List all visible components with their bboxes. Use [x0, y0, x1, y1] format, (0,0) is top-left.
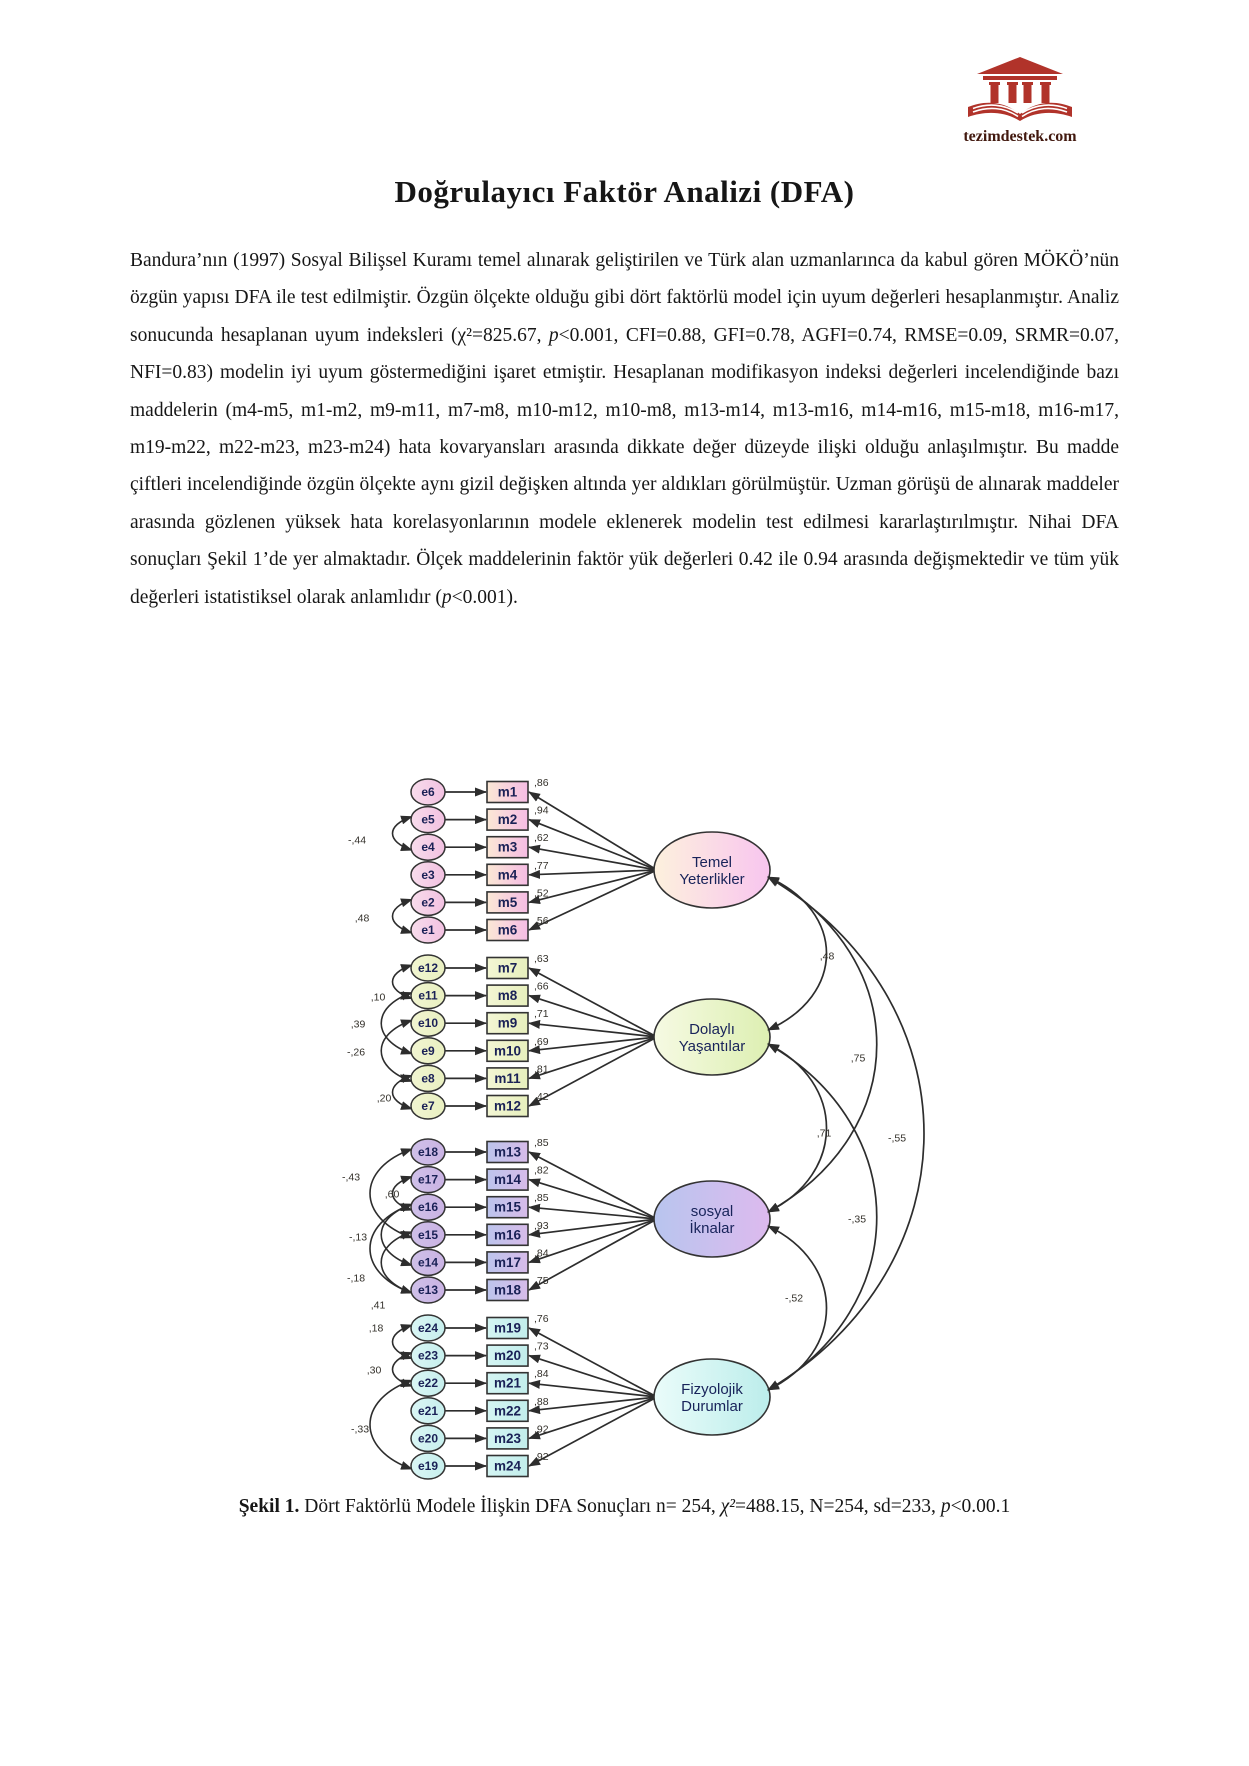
covariance-label-e11-e9: ,39: [350, 1018, 366, 1031]
loading-label-m7: ,63: [534, 953, 549, 965]
covariance-arc-e15-e13: [381, 1232, 412, 1293]
item-label-m9: m9: [497, 1015, 518, 1031]
factor-label-fizyolojik-durumlar: Fizyolojik Durumlar: [681, 1381, 743, 1415]
figure-caption: [0, 1496, 1249, 1518]
error-label-e12: e12: [417, 961, 439, 975]
item-label-m8: m8: [497, 988, 518, 1004]
error-label-e18: e18: [417, 1145, 439, 1159]
loading-label-m5: ,52: [534, 887, 549, 900]
logo-text: tezimdestek.com: [963, 128, 1077, 145]
correlation-label-temel-yeterlikler-sosyal-iknalar: ,75: [850, 1052, 866, 1065]
item-label-m23: m23: [493, 1430, 522, 1446]
error-label-e1: e1: [421, 923, 435, 937]
covariance-label-e15-e13: -,18: [346, 1272, 366, 1285]
error-label-e20: e20: [417, 1431, 439, 1446]
error-label-e11: e11: [418, 988, 438, 1003]
error-label-e2: e2: [421, 895, 435, 910]
correlation-arc-sosyal-iknalar-fizyolojik-durumlar: [768, 1226, 827, 1390]
item-label-m21: m21: [493, 1375, 522, 1391]
covariance-label-e24-e23: ,18: [368, 1322, 384, 1335]
loading-label-m16: ,93: [534, 1219, 549, 1232]
caption-chi-square: χ²: [720, 1496, 736, 1517]
loading-label-m14: ,82: [534, 1164, 549, 1177]
error-label-e8: e8: [421, 1071, 435, 1086]
loading-label-m10: ,69: [534, 1035, 549, 1048]
caption-segment: Dört Faktörlü Modele İlişkin DFA Sonuçları n= 254,: [299, 1496, 721, 1517]
paragraph-segment: <0.001, CFI=0.88, GFI=0.78, AGFI=0.74, RMSE=0.09, SRMR=0.07, NFI=0.83) modelin iyi uyum göstermediğini işaret etmiştir. Hesaplanan modifikasyon indeksi değerleri incelendiğinde bazı maddelerin (m4-m5, m1-m2, m9-m11, m7-m8, m10-m12, m10-m8, m13-m14, m13-m16, m14-m16, m15-m18, m16-m17, m19-m22, m22-m23, m23-m24) hata kovaryansları arasında dikkate değer düzeyde ilişki olduğu anlaşılmıştır. Bu madde çiftleri incelendiğinde özgün ölçekte aynı gizil değişken altında yer aldıkları görülmüştür. Uzman görüşü de alınarak maddeler arasında gözlenen yüksek hata korelasyonlarının modele eklenerek modelin test edilmesi kararlaştırılmıştır. Nihai DFA sonuçları Şekil 1’de yer almaktadır. Ölçek maddelerinin faktör yük değerleri 0.42 ile 0.94 arasında değişmektedir ve tüm yük değerleri istatistiksel olarak anlamlıdır (: [130, 324, 1119, 608]
page-title: Doğrulayıcı Faktör Analizi (DFA): [394, 174, 855, 209]
paragraph-segment: <0.001).: [451, 586, 518, 608]
loading-label-m21: ,84: [534, 1368, 549, 1381]
error-label-e23: e23: [417, 1348, 439, 1363]
covariance-label-e8-e7: ,20: [376, 1092, 392, 1105]
error-label-e7: e7: [421, 1099, 435, 1113]
covariance-label-e17-e16: ,60: [384, 1188, 400, 1201]
loading-label-m22: ,88: [534, 1395, 549, 1408]
error-label-e5: e5: [421, 812, 435, 827]
correlation-label-temel-yeterlikler-dolayli-yasantilar: ,48: [819, 950, 835, 963]
item-label-m14: m14: [493, 1172, 522, 1188]
loading-label-m6: ,56: [534, 915, 549, 927]
error-label-e24: e24: [417, 1321, 439, 1335]
error-label-e17: e17: [417, 1172, 439, 1187]
correlation-label-sosyal-iknalar-fizyolojik-durumlar: -,52: [784, 1292, 804, 1305]
loading-label-m3: ,62: [534, 832, 549, 845]
caption-segment: =488.15, N=254, sd=233,: [735, 1496, 941, 1517]
item-label-m12: m12: [493, 1098, 522, 1114]
error-label-e19: e19: [417, 1459, 439, 1473]
correlation-arc-temel-yeterlikler-dolayli-yasantilar: [768, 877, 827, 1030]
item-label-m2: m2: [497, 812, 518, 828]
correlation-label-dolayli-yasantilar-sosyal-iknalar: ,71: [816, 1127, 832, 1140]
error-label-e4: e4: [421, 840, 435, 855]
item-label-m1: m1: [497, 784, 518, 800]
error-label-e21: e21: [417, 1403, 439, 1418]
caption-segment: <0.00.1: [950, 1496, 1011, 1517]
item-label-m5: m5: [497, 894, 518, 910]
loading-label-m4: ,77: [534, 859, 549, 872]
loading-label-m13: ,85: [534, 1137, 549, 1149]
loading-label-m1: ,86: [534, 777, 549, 789]
covariance-arc-e11-e9: [381, 993, 412, 1054]
item-label-m15: m15: [493, 1199, 522, 1215]
item-label-m20: m20: [493, 1348, 522, 1364]
loading-label-m20: ,73: [534, 1340, 549, 1353]
covariance-label-e22-e19: -,33: [350, 1423, 370, 1436]
covariance-arc-e2-e1: [393, 899, 413, 933]
loading-label-m17: ,84: [534, 1247, 549, 1260]
caption-italic-p: p: [940, 1496, 951, 1517]
paragraph-italic-p: p: [441, 586, 452, 608]
item-label-m24: m24: [493, 1458, 522, 1474]
item-label-m4: m4: [497, 867, 518, 883]
covariance-label-e18-e15: -,43: [341, 1171, 361, 1184]
error-label-e22: e22: [417, 1376, 439, 1391]
loading-label-m2: ,94: [534, 804, 549, 817]
covariance-arc-e16-e14: [381, 1204, 412, 1265]
item-label-m7: m7: [497, 960, 518, 976]
error-label-e15: e15: [417, 1227, 439, 1242]
item-label-m22: m22: [493, 1403, 522, 1419]
item-label-m16: m16: [493, 1227, 522, 1243]
error-label-e16: e16: [417, 1200, 439, 1215]
covariance-label-e2-e1: ,48: [354, 912, 370, 925]
loading-label-m18: ,75: [534, 1275, 549, 1287]
item-label-m6: m6: [497, 922, 518, 938]
covariance-arc-e22-e19: [370, 1380, 412, 1469]
loading-label-m19: ,76: [534, 1313, 549, 1325]
factor-label-sosyal-iknalar: sosyal İknalar: [689, 1203, 735, 1237]
error-label-e14: e14: [417, 1255, 439, 1270]
covariance-arc-e5-e4: [393, 817, 413, 851]
loading-label-m15: ,85: [534, 1192, 549, 1205]
covariance-arc-e10-e8: [381, 1020, 412, 1081]
correlation-arc-temel-yeterlikler-sosyal-iknalar: [768, 877, 877, 1212]
covariance-label-e10-e8: -,26: [346, 1046, 366, 1059]
covariance-label-e16-e13: ,41: [370, 1299, 386, 1312]
loading-label-m24: ,92: [534, 1451, 549, 1463]
item-label-m11: m11: [494, 1070, 521, 1086]
loading-label-m23: ,92: [534, 1423, 549, 1436]
item-label-m18: m18: [493, 1282, 522, 1298]
caption-figure-number: Şekil 1.: [238, 1496, 300, 1517]
item-label-m10: m10: [493, 1043, 522, 1059]
item-label-m17: m17: [493, 1254, 522, 1270]
item-label-m3: m3: [497, 839, 518, 855]
error-label-e6: e6: [421, 785, 435, 799]
covariance-label-e5-e4: -,44: [347, 834, 367, 847]
loading-label-m11: ,81: [534, 1063, 549, 1076]
paragraph-italic-p: p: [548, 324, 559, 346]
item-label-m13: m13: [493, 1144, 522, 1160]
error-label-e13: e13: [417, 1283, 439, 1297]
paragraph-segment: Bandura’nın (1997) Sosyal Bilişsel Kuramı temel alınarak geliştirilen ve Türk alan uzmanlarınca da kabul gören MÖKÖ’nün özgün yapısı DFA ile test edilmiştir. Özgün ölçekte olduğu gibi dört faktörlü model için uyum değerleri hesaplanmıştır. Analiz sonucunda hesaplanan uyum indeksleri (χ²=825.67,: [130, 250, 1119, 346]
covariance-label-e16-e14: -,13: [348, 1231, 368, 1244]
covariance-label-e23-e22: ,30: [366, 1364, 382, 1377]
loading-label-m8: ,66: [534, 980, 549, 993]
error-label-e9: e9: [421, 1043, 435, 1058]
covariance-arc-e16-e13: [370, 1204, 412, 1293]
factor-label-temel-yeterlikler: Temel Yeterlikler: [679, 854, 745, 888]
loading-label-m9: ,71: [534, 1008, 549, 1021]
correlation-label-temel-yeterlikler-fizyolojik-durumlar: -,55: [887, 1132, 907, 1145]
item-label-m19: m19: [493, 1320, 522, 1336]
correlation-label-dolayli-yasantilar-fizyolojik-durumlar: -,35: [847, 1213, 867, 1226]
loading-label-m12: ,42: [534, 1091, 549, 1103]
factor-label-dolayli-yasantilar: Dolaylı Yaşantılar: [678, 1021, 746, 1055]
covariance-label-e12-e11: ,10: [370, 991, 386, 1004]
error-label-e3: e3: [421, 867, 435, 882]
error-label-e10: e10: [417, 1016, 439, 1031]
